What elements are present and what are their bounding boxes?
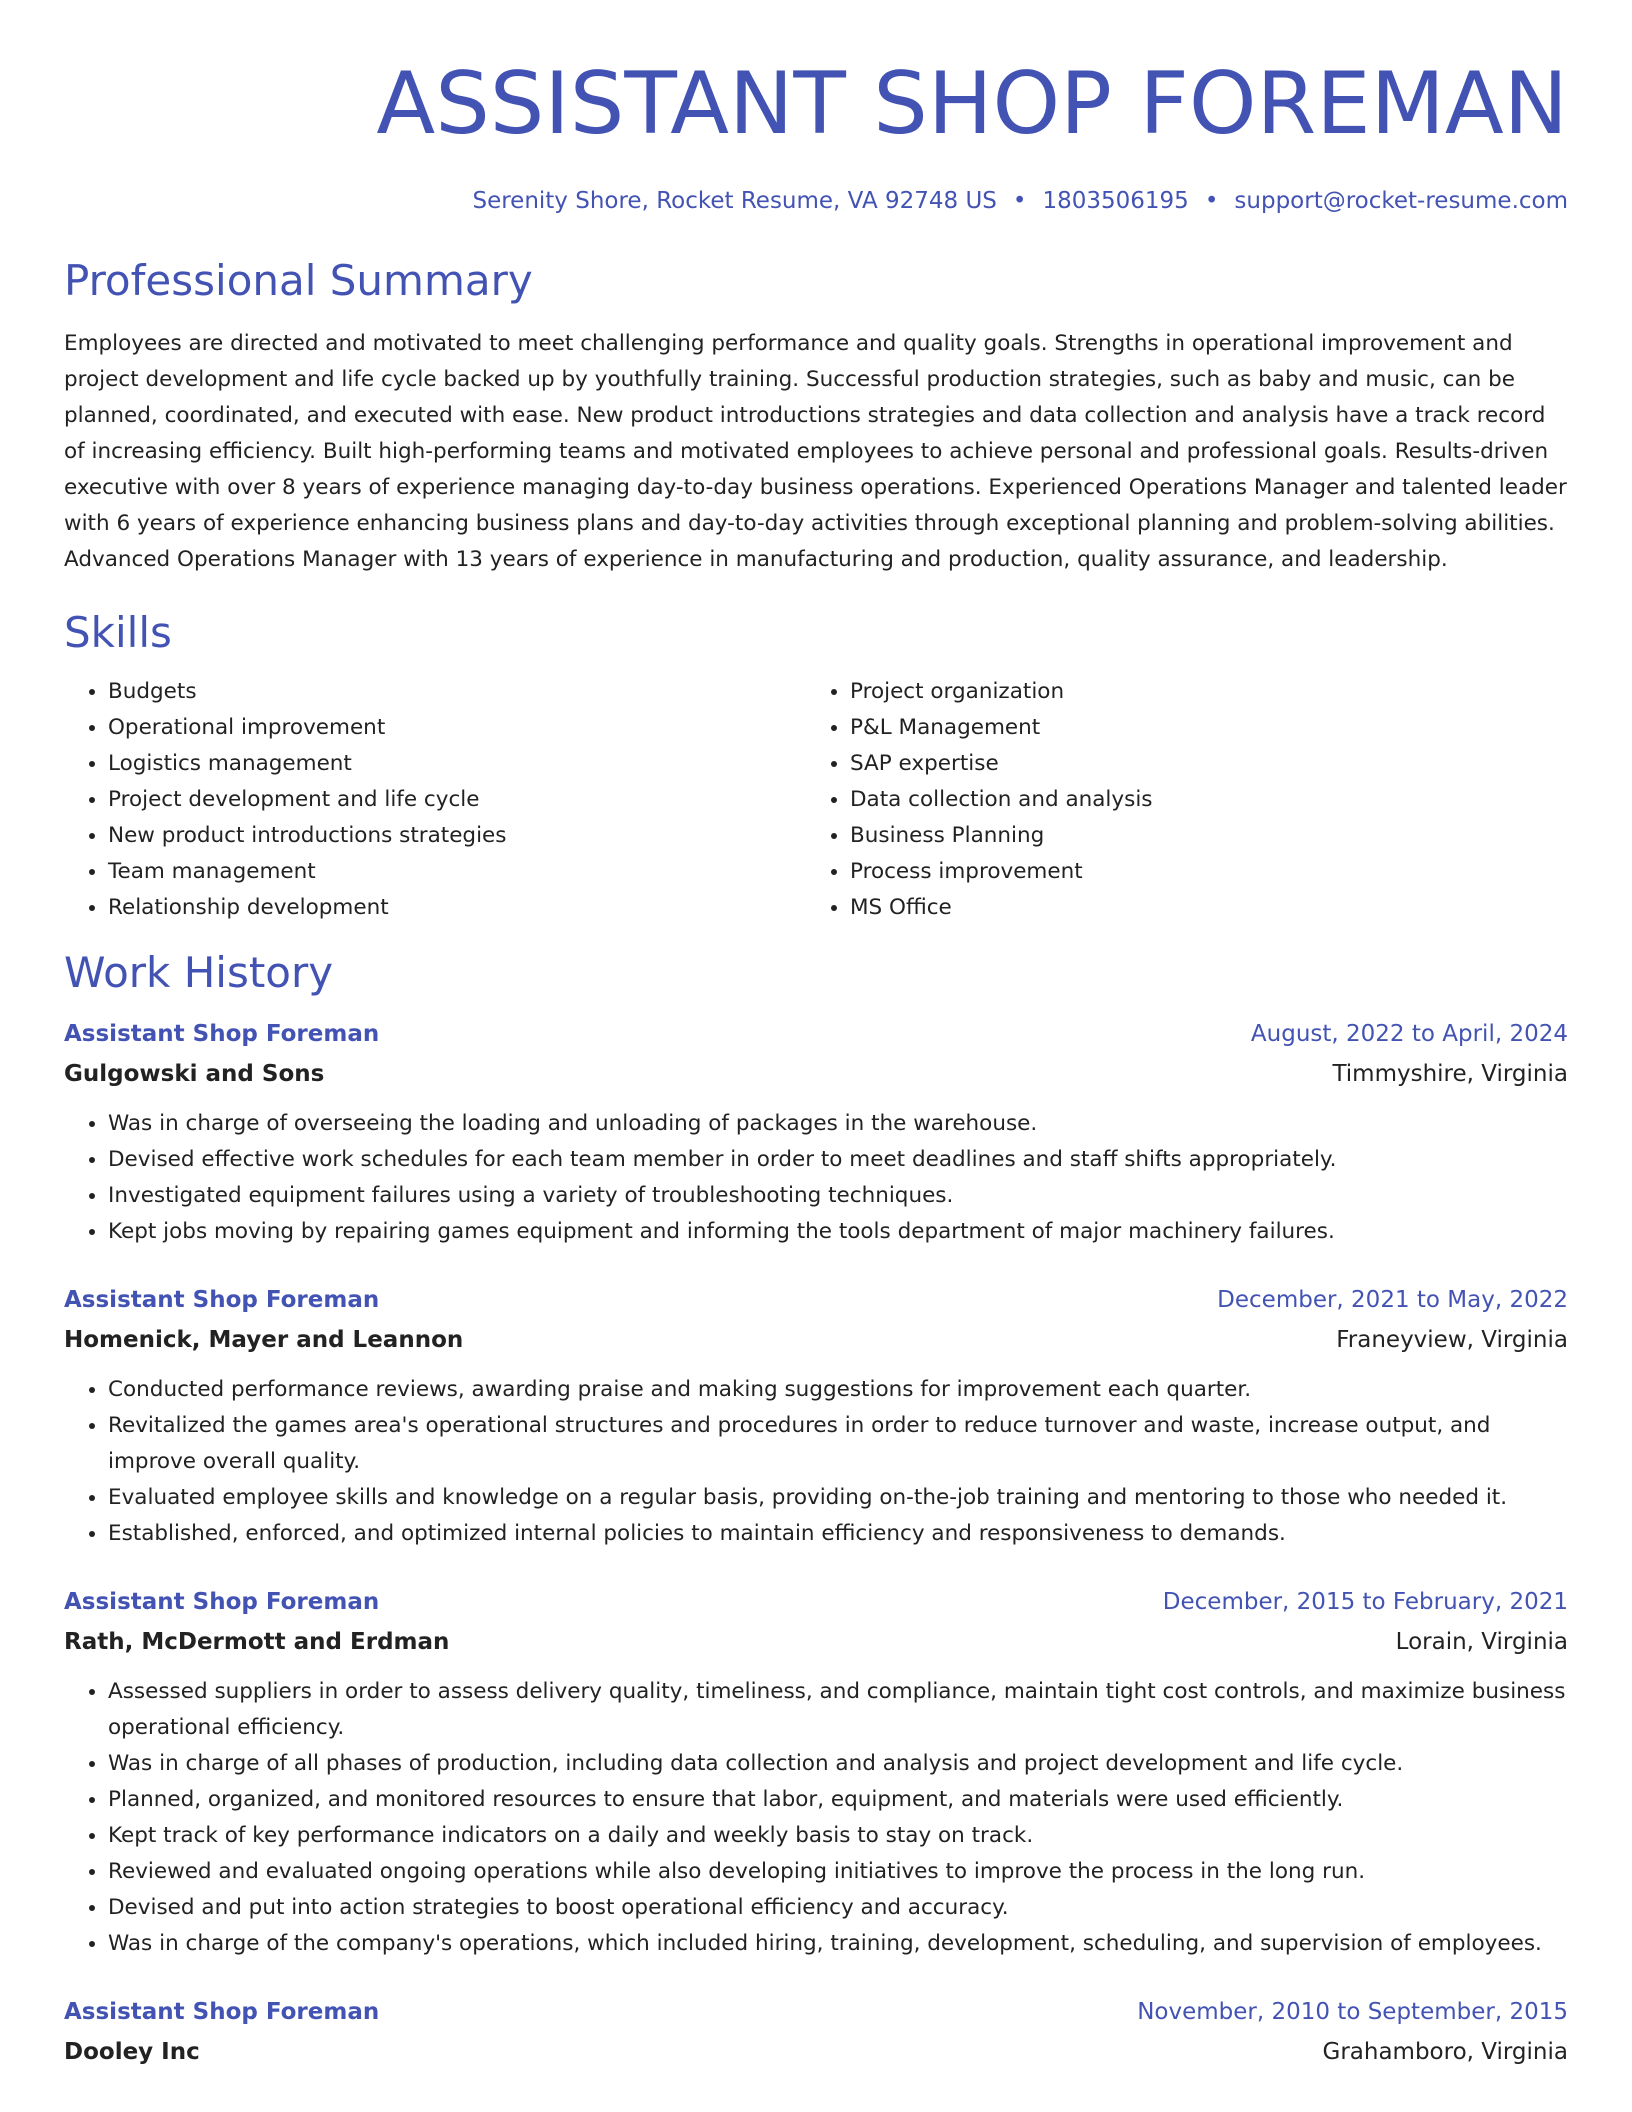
summary-heading: Professional Summary: [64, 256, 533, 305]
job-title: Assistant Shop Foreman: [64, 1589, 380, 1615]
candidate-name: ASSISTANT SHOP FOREMAN: [376, 54, 1568, 154]
contact-line: [64, 186, 1568, 216]
company-name: Dooley Inc: [64, 2039, 200, 2065]
job-company-row: [64, 1622, 1568, 1662]
job-bullet: • Reviewed and evaluated ongoing operations while also developing initiatives to improve the process in the long run.: [108, 1854, 1568, 1890]
job-bullet: • Revitalized the games area's operational structures and procedures in order to reduce turnover and waste, increase output, and improve overall quality.: [108, 1408, 1568, 1480]
job-bullet: • Assessed suppliers in order to assess delivery quality, timeliness, and compliance, maintain tight cost controls, and maximize business operational efficiency.: [108, 1674, 1568, 1746]
skill-item: • Process improvement: [850, 854, 1548, 890]
skill-item: • Project organization: [850, 674, 1548, 710]
job-company-row: [64, 2032, 1568, 2072]
job-entry: [64, 1014, 1568, 1250]
job-dates: November, 2010 to September, 2015: [1137, 1999, 1568, 2025]
job-location: Lorain, Virginia: [1395, 1629, 1568, 1655]
job-entry: [64, 1280, 1568, 1552]
job-bullets: [64, 1106, 1568, 1250]
contact-separator: •: [1204, 188, 1219, 214]
company-name: Homenick, Mayer and Leannon: [64, 1327, 464, 1353]
skills-column-left: [64, 674, 806, 926]
skill-item: • Business Planning: [850, 818, 1548, 854]
skill-item: • Data collection and analysis: [850, 782, 1548, 818]
skill-item: • Budgets: [108, 674, 806, 710]
job-title-row: [64, 1582, 1568, 1622]
job-title-row: [64, 1280, 1568, 1320]
job-bullet: • Conducted performance reviews, awarding praise and making suggestions for improvement each quarter.: [108, 1372, 1568, 1408]
job-title-row: [64, 1992, 1568, 2032]
job-bullet: • Kept jobs moving by repairing games equipment and informing the tools department of major machinery failures.: [108, 1214, 1568, 1250]
job-title: Assistant Shop Foreman: [64, 1999, 380, 2025]
job-title-row: [64, 1014, 1568, 1054]
job-bullet: • Was in charge of overseeing the loading and unloading of packages in the warehouse.: [108, 1106, 1568, 1142]
job-dates: December, 2015 to February, 2021: [1162, 1589, 1568, 1615]
job-entry: [64, 1992, 1568, 2072]
job-bullets: [64, 1372, 1568, 1552]
job-company-row: [64, 1054, 1568, 1094]
skills-list: [64, 674, 1568, 926]
job-dates: August, 2022 to April, 2024: [1250, 1021, 1568, 1047]
summary-text: Employees are directed and motivated to meet challenging performance and quality goals. Strengths in operational improvement and project development and life cycle backed up by youthfully training. Successful production strategies, such as baby and music, can be planned, coordinated, and executed with ease. New product introductions strategies and data collection and analysis have a track record of increasing efficiency. Built high-performing teams and motivated employees to achieve personal and professional goals. Results-driven executive with over 8 years of experience managing day-to-day business operations. Experienced Operations Manager and talented leader with 6 years of experience enhancing business plans and day-to-day activities through exceptional planning and problem-solving abilities. Advanced Operations Manager with 13 years of experience in manufacturing and production, quality assurance, and leadership.: [64, 331, 1567, 572]
company-name: Rath, McDermott and Erdman: [64, 1629, 450, 1655]
job-bullet: • Kept track of key performance indicators on a daily and weekly basis to stay on track.: [108, 1818, 1568, 1854]
job-bullet: • Was in charge of the company's operations, which included hiring, training, development, scheduling, and supervision of employees.: [108, 1926, 1568, 1962]
job-bullet: • Devised effective work schedules for each team member in order to meet deadlines and staff shifts appropriately.: [108, 1142, 1568, 1178]
contact-address: Serenity Shore, Rocket Resume, VA 92748 US: [472, 188, 997, 214]
skill-item: • Operational improvement: [108, 710, 806, 746]
skill-item: • New product introductions strategies: [108, 818, 806, 854]
work-history-list: [64, 1014, 1568, 2072]
job-location: Grahamboro, Virginia: [1322, 2039, 1568, 2065]
job-title: Assistant Shop Foreman: [64, 1287, 380, 1313]
job-bullet: • Established, enforced, and optimized internal policies to maintain efficiency and responsiveness to demands.: [108, 1516, 1568, 1552]
skill-item: • Logistics management: [108, 746, 806, 782]
job-bullet: • Investigated equipment failures using a variety of troubleshooting techniques.: [108, 1178, 1568, 1214]
job-bullet: • Planned, organized, and monitored resources to ensure that labor, equipment, and materials were used efficiently.: [108, 1782, 1568, 1818]
skill-item: • Project development and life cycle: [108, 782, 806, 818]
work-history-heading: Work History: [64, 948, 334, 997]
job-bullet: • Was in charge of all phases of production, including data collection and analysis and project development and life cycle.: [108, 1746, 1568, 1782]
job-location: Franeyview, Virginia: [1336, 1327, 1568, 1353]
skill-item: • Team management: [108, 854, 806, 890]
contact-phone: 1803506195: [1042, 188, 1189, 214]
job-entry: [64, 1582, 1568, 1962]
job-dates: December, 2021 to May, 2022: [1217, 1287, 1568, 1313]
job-bullets: [64, 1674, 1568, 1962]
job-bullet: • Devised and put into action strategies to boost operational efficiency and accuracy.: [108, 1890, 1568, 1926]
company-name: Gulgowski and Sons: [64, 1061, 325, 1087]
contact-email: support@rocket-resume.com: [1234, 188, 1568, 214]
skill-item: • MS Office: [850, 890, 1548, 926]
contact-separator: •: [1012, 188, 1027, 214]
job-title: Assistant Shop Foreman: [64, 1021, 380, 1047]
skills-column-right: [806, 674, 1548, 926]
skill-item: • SAP expertise: [850, 746, 1548, 782]
job-bullet: • Evaluated employee skills and knowledge on a regular basis, providing on-the-job training and mentoring to those who needed it.: [108, 1480, 1568, 1516]
job-company-row: [64, 1320, 1568, 1360]
skill-item: • P&L Management: [850, 710, 1548, 746]
skill-item: • Relationship development: [108, 890, 806, 926]
skills-heading: Skills: [64, 608, 172, 657]
job-location: Timmyshire, Virginia: [1332, 1061, 1568, 1087]
resume-header: [64, 56, 1568, 216]
